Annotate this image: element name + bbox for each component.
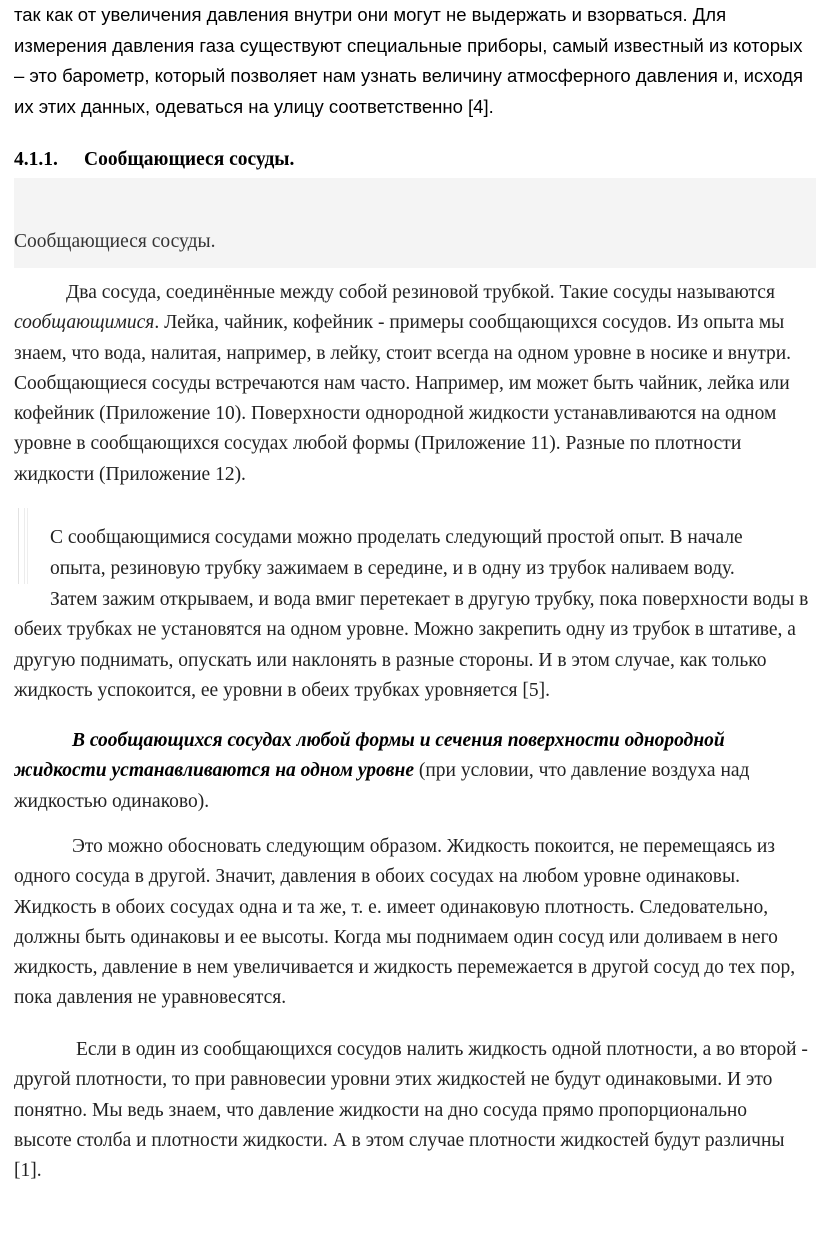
paragraph-3-rest: (при условии, что давление воздуха над жидкостью одинаково). [14, 760, 750, 812]
paragraph-1 [14, 278, 809, 490]
paragraph-3 [14, 726, 809, 817]
quote-bar [18, 508, 25, 584]
section-heading [14, 145, 294, 175]
quote-line-2: опыта, резиновую трубку зажимаем в середине, и в одну из трубок наливаем воду. [50, 558, 735, 579]
section-title: Сообщающиеся сосуды. [84, 149, 295, 170]
paragraph-5: Если в один из сообщающихся сосудов налить жидкость одной плотности, а во второй - другой плотности, то при равновесии уровни этих жидкостей не будут одинаковыми. И это понятно. Мы ведь знаем, что давление жидкости на дно сосуда прямо пропорционально высоте столба и плотности жидкости. А в этом случае плотности жидкостей будут различны [1]. [14, 1039, 808, 1182]
quote-bar-inner [27, 508, 31, 584]
image-caption: Сообщающиеся сосуды. [14, 231, 216, 252]
intro-paragraph: так как от увеличения давления внутри они могут не выдержать и взорваться. Для измерения давления газа существуют специальные приборы, самый известный из которых – это барометр, который позволяет нам узнать величину атмосферного давления и, исходя их этих данных, одеваться на улицу соответственно [4]. [14, 4, 803, 117]
quote-line-1: С сообщающимися сосудами можно проделать следующий простой опыт. В начале [50, 527, 743, 548]
paragraph-3-emphasis: В сообщающихся сосудах любой формы и сечения поверхности однородной жидкости устанавливаются на одном уровне [14, 730, 725, 782]
section-number: 4.1.1. [14, 149, 58, 170]
paragraph-1-text-a: Два сосуда, соединённые между собой резиновой трубкой. Такие сосуды называются [66, 282, 775, 303]
paragraph-1-text-b: . Лейка, чайник, кофейник - примеры сообщающихся сосудов. Из опыта мы знаем, что вода, налитая, например, в лейку, стоит всегда на одном уровне в носике и внутри. Сообщающиеся сосуды встречаются нам часто. Например, им может быть чайник, лейка или кофейник (Приложение 10). Поверхности однородной жидкости устанавливаются на одном уровне в сообщающихся сосудах любой формы (Приложение 11). Разные по плотности жидкости (Приложение 12). [14, 312, 792, 485]
paragraph-4: Это можно обосновать следующим образом. Жидкость покоится, не перемещаясь из одного сосуда в другой. Значит, давления в обоих сосудах на любом уровне одинаковы. Жидкость в обоих сосудах одна и та же, т. е. имеет одинаковую плотность. Следовательно, должны быть одинаковы и ее высоты. Когда мы поднимаем один сосуд или доливаем в него жидкость, давление в нем увеличивается и жидкость перемежается в другой сосуд до тех пор, пока давления не уравновесятся. [14, 836, 796, 1009]
paragraph-2: Затем зажим открываем, и вода вмиг перетекает в другую трубку, пока поверхности воды в обеих трубках не установятся на одном уровне. Можно закрепить одну из трубок в штативе, а другую поднимать, опускать или наклонять в разные стороны. И в этом случае, как только жидкость успокоится, ее уровни в обеих трубках уровняется [5]. [14, 589, 809, 701]
paragraph-1-italic-term: сообщающимися [14, 312, 155, 334]
